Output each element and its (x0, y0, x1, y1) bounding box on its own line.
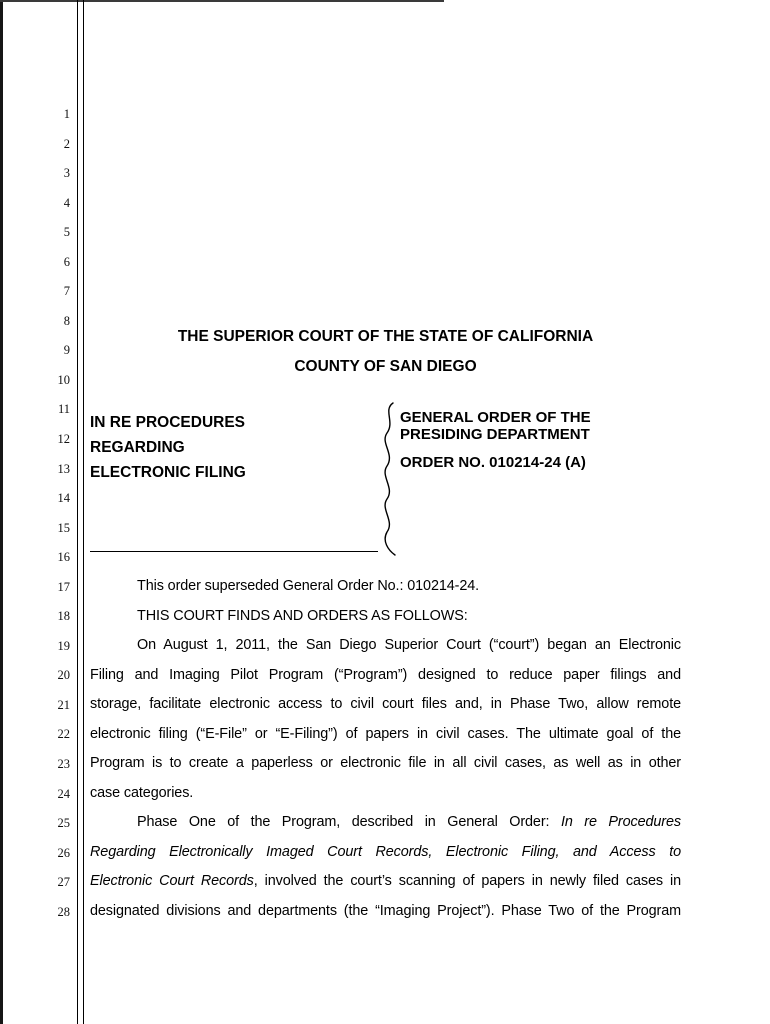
line-number: 2 (63, 136, 70, 151)
caption-party-line: REGARDING (90, 439, 185, 456)
body-segment: This order superseded General Order No.: 010214-24. (137, 578, 480, 594)
line-number: 14 (57, 491, 70, 506)
body-segment: designated divisions and departments (the “Imaging Project”). Phase Two of the Program (90, 903, 681, 920)
line-number: 11 (57, 402, 70, 417)
body-line (90, 808, 681, 838)
body-text (90, 572, 681, 927)
body-line (90, 631, 681, 661)
caption-party-line: IN RE PROCEDURES (90, 414, 246, 431)
line-number: 10 (57, 372, 70, 387)
line-number: 15 (57, 520, 70, 535)
body-segment: electronic filing (“E-File” or “E-Filing”) of papers in civil cases. The ultimate goal of the (90, 725, 681, 742)
body-line (90, 749, 681, 779)
body-line (90, 690, 681, 720)
line-number: 24 (57, 786, 70, 801)
line-number: 13 (57, 461, 70, 476)
body-line (90, 838, 681, 868)
line-number: 28 (57, 904, 70, 919)
body-segment-italic: Regarding Electronically Imaged Court Records, Electronic Filing, and Access to (90, 843, 681, 860)
caption-bottom-rule (90, 551, 378, 552)
line-number: 5 (63, 225, 70, 240)
body-line (90, 867, 681, 897)
pleading-rule-inner (83, 0, 84, 1024)
order-title-line2: PRESIDING DEPARTMENT (400, 425, 590, 443)
body-segment: On August 1, 2011, the San Diego Superior Court (“court”) began an Electronic (137, 637, 681, 654)
order-number: ORDER NO. 010214-24 (A) (400, 454, 586, 471)
body-segment: storage, facilitate electronic access to civil court files and, in Phase Two, allow remote (90, 696, 681, 713)
line-number: 6 (63, 254, 70, 269)
scan-artifact-top-edge (0, 0, 444, 2)
caption-order-block (400, 410, 660, 472)
line-number: 16 (57, 550, 70, 565)
line-number: 19 (57, 638, 70, 653)
body-segment-italic: In re Procedures (560, 814, 681, 831)
line-number: 20 (57, 668, 70, 683)
line-number: 25 (57, 816, 70, 831)
line-number: 23 (57, 757, 70, 772)
body-segment: , involved the court’s scanning of papers in newly filed cases in (253, 873, 681, 890)
court-subtitle: COUNTY OF SAN DIEGO (294, 358, 477, 375)
line-number: 4 (63, 195, 70, 210)
line-number: 17 (57, 579, 70, 594)
body-segment: THIS COURT FINDS AND ORDERS AS FOLLOWS: (137, 607, 468, 624)
body-line (90, 720, 681, 750)
line-number: 18 (57, 609, 70, 624)
body-line (90, 897, 681, 927)
body-segment: Phase One of the Program, described in General Order: (137, 814, 561, 831)
line-number: 21 (57, 697, 70, 712)
caption-brace-icon (377, 400, 401, 558)
pleading-rule-outer (77, 0, 78, 1024)
line-number: 27 (57, 875, 70, 890)
body-line (90, 602, 681, 632)
body-line (90, 779, 681, 809)
body-segment: Program is to create a paperless or electronic file in all civil cases, as well as in other (90, 755, 681, 772)
caption-party-block (90, 410, 246, 485)
body-segment: case categories. (90, 784, 194, 801)
line-number: 8 (63, 313, 70, 328)
body-segment: Filing and Imaging Pilot Program (“Program”) designed to reduce paper filings and (90, 666, 681, 683)
court-title: THE SUPERIOR COURT OF THE STATE OF CALIFORNIA (177, 328, 594, 345)
body-line (90, 661, 681, 691)
line-number-column (0, 100, 70, 927)
line-number: 7 (63, 284, 70, 299)
line-number: 26 (57, 845, 70, 860)
line-number: 9 (63, 343, 70, 358)
line-number: 22 (57, 727, 70, 742)
body-segment-italic: Electronic Court Records (90, 873, 254, 890)
line-number: 3 (63, 166, 70, 181)
line-number: 12 (57, 432, 70, 447)
caption-party-line: ELECTRONIC FILING (90, 464, 246, 481)
order-title-line1: GENERAL ORDER OF THE (400, 409, 591, 426)
line-number: 1 (63, 107, 70, 121)
court-title-block (90, 322, 681, 382)
body-line (90, 572, 681, 602)
